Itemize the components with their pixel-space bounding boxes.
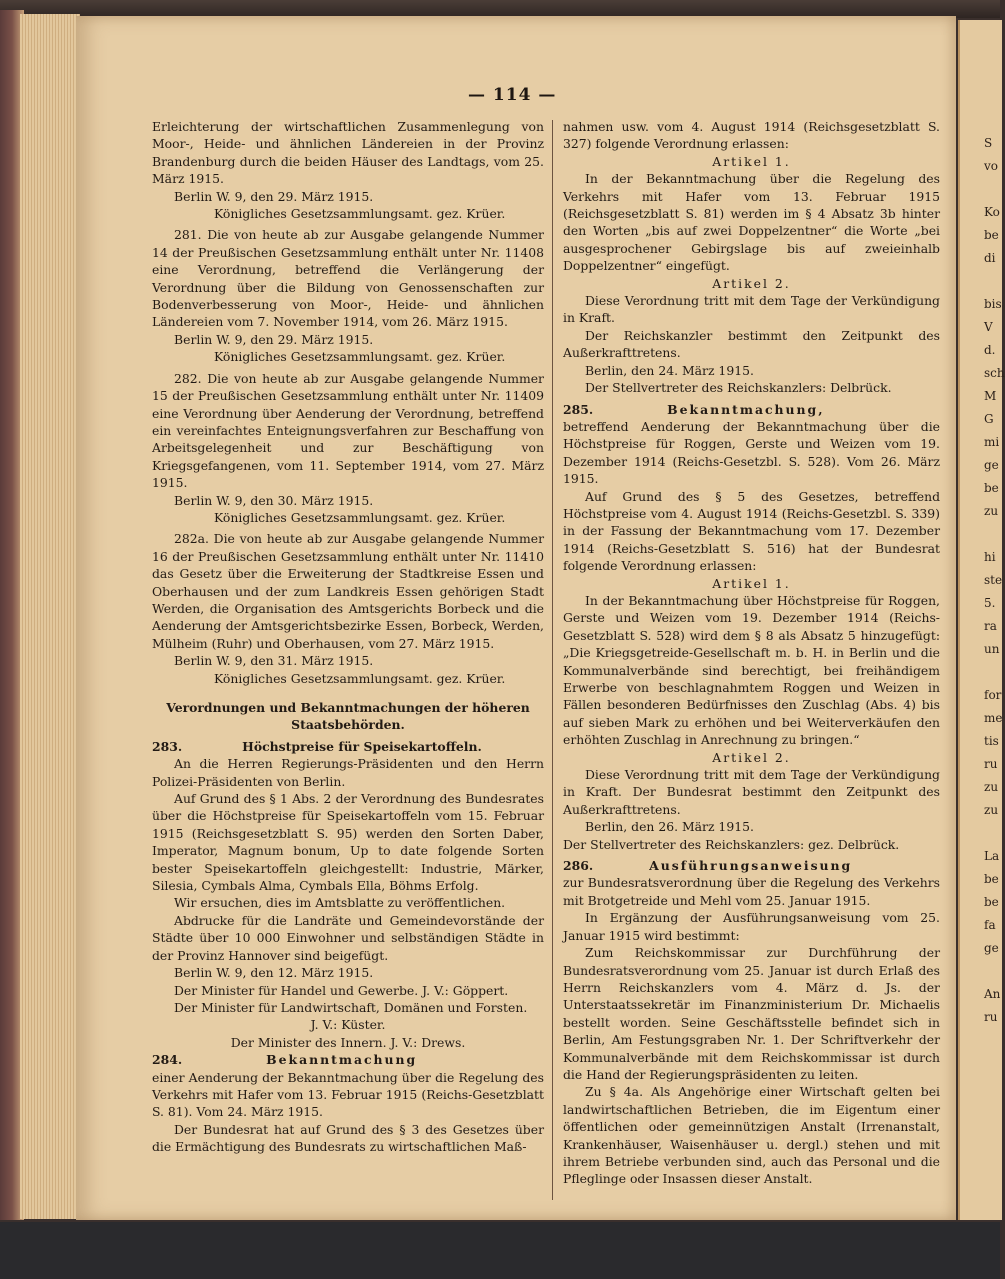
facing-page-edge: [958, 20, 1005, 1220]
book-cover-bottom: [0, 1222, 1000, 1279]
paragraph: zur Bundesratsverordnung über die Regelung des Verkehrs mit Brotgetreide und Mehl vom 25. Januar 1915.: [563, 875, 940, 908]
entry-heading-286: [563, 857, 940, 874]
entry-number: 285.: [563, 401, 594, 417]
paragraph: Der Bundesrat hat auf Grund des § 3 des Gesetzes über die Ermächtigung des Bundesrats zu wirtschaftlichen Maß-: [152, 1121, 544, 1155]
signature: Königliches Gesetzsammlungsamt. gez. Krüer.: [214, 349, 506, 365]
paragraph: In der Bekanntmachung über die Regelung des Verkehrs mit Hafer vom 13. Februar 1915 (Reichsgesetzblatt S. 81) werden im § 4 Absatz 3b hinter den Worten „bis auf zwei Doppelzentner“ die Worte „bei ausgesprochener Gebirgslage bis auf zweieinhalb Doppelzentner“ eingefügt.: [563, 171, 940, 274]
paragraph: Diese Verordnung tritt mit dem Tage der Verkündigung in Kraft.: [563, 293, 940, 326]
paragraph: Zum Reichskommissar zur Durchführung der Bundesratsverordnung vom 25. Januar ist durch Erlaß des Herrn Reichskanzlers vom 4. März d. Js. der Unterstaatssekretär im Finanzministerium Dr. Michaelis bestellt worden. Seine Geschäftsstelle befindet sich in Berlin, Am Festungsgraben Nr. 1. Der Schriftverkehr der Kommunalverbände mit dem Reichskommissar ist durch die Hand der Regierungspräsidenten zu leiten.: [563, 945, 940, 1082]
paragraph: Zu § 4a. Als Angehörige einer Wirtschaft gelten bei landwirtschaftlichen Betrieben, die im Eigentum einer öffentlichen oder gemeinnützigen Anstalt (Irrenanstalt, Krankenhäuser, Waisenhäuser u. dergl.) stehen und mit ihrem Betriebe verbunden sind, auch das Personal und die Pfleglinge oder Insassen dieser Anstalt.: [563, 1084, 940, 1187]
paragraph: Auf Grund des § 5 des Gesetzes, betreffend Höchstpreise vom 4. August 1914 (Reichs-Gesetzbl. S. 339) in der Fassung der Bekanntmachung vom 17. Dezember 1914 (Reichs-Gesetzblatt S. 516) hat der Bundesrat folgende Verordnung erlassen:: [563, 488, 940, 574]
signature: J. V.: Küster.: [310, 1017, 386, 1033]
paragraph: einer Aenderung der Bekanntmachung über die Regelung des Verkehrs mit Hafer vom 13. Februar 1915 (Reichs-Gesetzblatt S. 81). Vom 24. März 1915.: [152, 1069, 544, 1120]
signature: Der Minister für Handel und Gewerbe. J. V.: Göppert.: [174, 982, 509, 998]
signature: Der Minister des Innern. J. V.: Drews.: [230, 1034, 466, 1050]
paragraph: Auf Grund des § 1 Abs. 2 der Verordnung des Bundesrates über die Höchstpreise für Speisekartoffeln vom 15. Februar 1915 (Reichsgesetzblatt S. 95) werden den Sorten Daber, Imperator, Magnum bonum, Up to date folgende Sorten bester Speisekartoffeln gleichgestellt: Industrie, Märker, Silesia, Cymbals Alma, Cymbals Ella, Böhms Erfolg.: [152, 791, 544, 894]
facing-page-text-fragment: S vo Ko be di bis V d. sch M G mi ge be zu hi ste 5. ra un for me tis ru zu zu La be be fa ge An ru: [984, 136, 1005, 1024]
entry-title: Ausführungsanweisung: [649, 858, 853, 874]
entry-title: Höchstpreise für Speisekartoffeln.: [242, 738, 482, 754]
paragraph-282: 282. Die von heute ab zur Ausgabe gelangende Nummer 15 der Preußischen Gesetzsammlung enthält unter Nr. 11409 eine Verordnung über Aenderung der Verordnung, betreffend ein vereinfachtes Enteignungsverfahren zur Beschaffung von Arbeitsgelegenheit und zur Beschäftigung von Kriegsgefangenen, vom 11. September 1914, vom 27. März 1915.: [152, 370, 544, 491]
paragraph: Der Reichskanzler bestimmt den Zeitpunkt des Außerkrafttretens.: [563, 327, 940, 361]
paragraph-281: 281. Die von heute ab zur Ausgabe gelangende Nummer 14 der Preußischen Gesetzsammlung enthält unter Nr. 11408 eine Verordnung, betreffend die Verlängerung der Verordnung über die Bildung von Genossenschaften zur Bodenverbesserung von Moor-, Heide- und ähnlichen Ländereien vom 7. November 1914, vom 26. März 1915.: [152, 227, 544, 330]
dateline: Berlin W. 9, den 30. März 1915.: [174, 492, 374, 508]
paragraph: Diese Verordnung tritt mit dem Tage der Verkündigung in Kraft. Der Bundesrat bestimmt den Zeitpunkt des Außerkrafttretens.: [563, 767, 940, 817]
entry-heading-284: [152, 1051, 544, 1068]
paragraph: betreffend Aenderung der Bekanntmachung über die Höchstpreise für Roggen, Gerste und Weizen vom 19. Dezember 1914 (Reichs-Gesetzbl. S. 528). Vom 26. März 1915.: [563, 418, 940, 487]
article-heading: Artikel 2.: [712, 275, 791, 291]
entry-number: 283.: [152, 738, 183, 754]
signature: Königliches Gesetzsammlungsamt. gez. Krüer.: [214, 670, 506, 686]
paragraph: Wir ersuchen, dies im Amtsblatte zu veröffentlichen.: [174, 895, 506, 911]
page-number: — 114 —: [468, 85, 557, 105]
paragraph: nahmen usw. vom 4. August 1914 (Reichsgesetzblatt S. 327) folgende Verordnung erlassen:: [563, 119, 940, 152]
entry-heading-285: [563, 401, 940, 418]
paragraph: Abdrucke für die Landräte und Gemeindevorstände der Städte über 10 000 Einwohner und selbständigen Städte in der Provinz Hannover sind beigefügt.: [152, 912, 544, 963]
entry-heading-283: [152, 738, 544, 755]
signature: Königliches Gesetzsammlungsamt. gez. Krüer.: [214, 206, 506, 222]
entry-title: Bekanntmachung: [266, 1052, 418, 1068]
signature: Der Stellvertreter des Reichskanzlers: gez. Delbrück.: [563, 836, 900, 852]
paragraph: Erleichterung der wirtschaftlichen Zusammenlegung von Moor-, Heide- und ähnlichen Ländereien in der Provinz Brandenburg durch die beiden Häuser des Landtags, vom 25. März 1915.: [152, 119, 544, 187]
signature: Der Stellvertreter des Reichskanzlers: Delbrück.: [585, 380, 892, 396]
signature: Königliches Gesetzsammlungsamt. gez. Krüer.: [214, 509, 506, 525]
signature: Der Minister für Landwirtschaft, Domänen und Forsten.: [174, 999, 528, 1015]
entry-number: 284.: [152, 1052, 183, 1068]
dateline: Berlin, den 24. März 1915.: [585, 362, 754, 378]
column-divider: [552, 120, 553, 1200]
page-edge-stack: [20, 14, 80, 1219]
article-heading: Artikel 1.: [712, 575, 791, 591]
entry-title: Bekanntmachung,: [667, 401, 825, 417]
paragraph-282a: 282a. Die von heute ab zur Ausgabe gelangende Nummer 16 der Preußischen Gesetzsammlung enthält unter Nr. 11410 das Gesetz über die Erweiterung der Stadtkreise Essen und Oberhausen und der zum Landkreis Essen gehörigen Stadt Werden, die Organisation des Amtsgerichts Borbeck und die Aenderung der Amtsgerichtsbezirke Essen, Borbeck, Werden, Mülheim (Ruhr) und Oberhausen, vom 27. März 1915.: [152, 531, 544, 651]
paragraph: In Ergänzung der Ausführungsanweisung vom 25. Januar 1915 wird bestimmt:: [563, 910, 940, 943]
section-heading: Verordnungen und Bekanntmachungen der höheren Staatsbehörden.: [166, 700, 530, 733]
article-heading: Artikel 1.: [712, 153, 791, 169]
article-heading: Artikel 2.: [712, 749, 791, 765]
dateline: Berlin W. 9, den 29. März 1915.: [174, 188, 374, 204]
dateline: Berlin W. 9, den 29. März 1915.: [174, 331, 374, 347]
dateline: Berlin W. 9, den 12. März 1915.: [174, 965, 374, 981]
left-column: [152, 118, 544, 1156]
dateline: Berlin W. 9, den 31. März 1915.: [174, 653, 374, 669]
paragraph: In der Bekanntmachung über Höchstpreise für Roggen, Gerste und Weizen vom 19. Dezember 1914 (Reichs-Gesetzblatt S. 528) wird dem § 8 als Absatz 5 hinzugefügt: „Die Kriegsgetreide-Gesellschaft m. b. H. in Berlin und die Kommunalverbände sind berechtigt, bei freihändigem Erwerbe von beschlagnahmtem Roggen und Weizen in Fällen besonderen Bedürfnisses den Zuschlag (Abs. 4) bis auf sieben Mark zu erhöhen und bei Weiterverkäufen den erhöhten Zuschlag in Anrechnung zu bringen.“: [563, 592, 940, 748]
paragraph: An die Herren Regierungs-Präsidenten und den Herrn Polizei-Präsidenten von Berlin.: [152, 756, 544, 789]
entry-number: 286.: [563, 858, 594, 874]
dateline: Berlin, den 26. März 1915.: [585, 819, 754, 835]
right-column: [563, 118, 940, 1188]
